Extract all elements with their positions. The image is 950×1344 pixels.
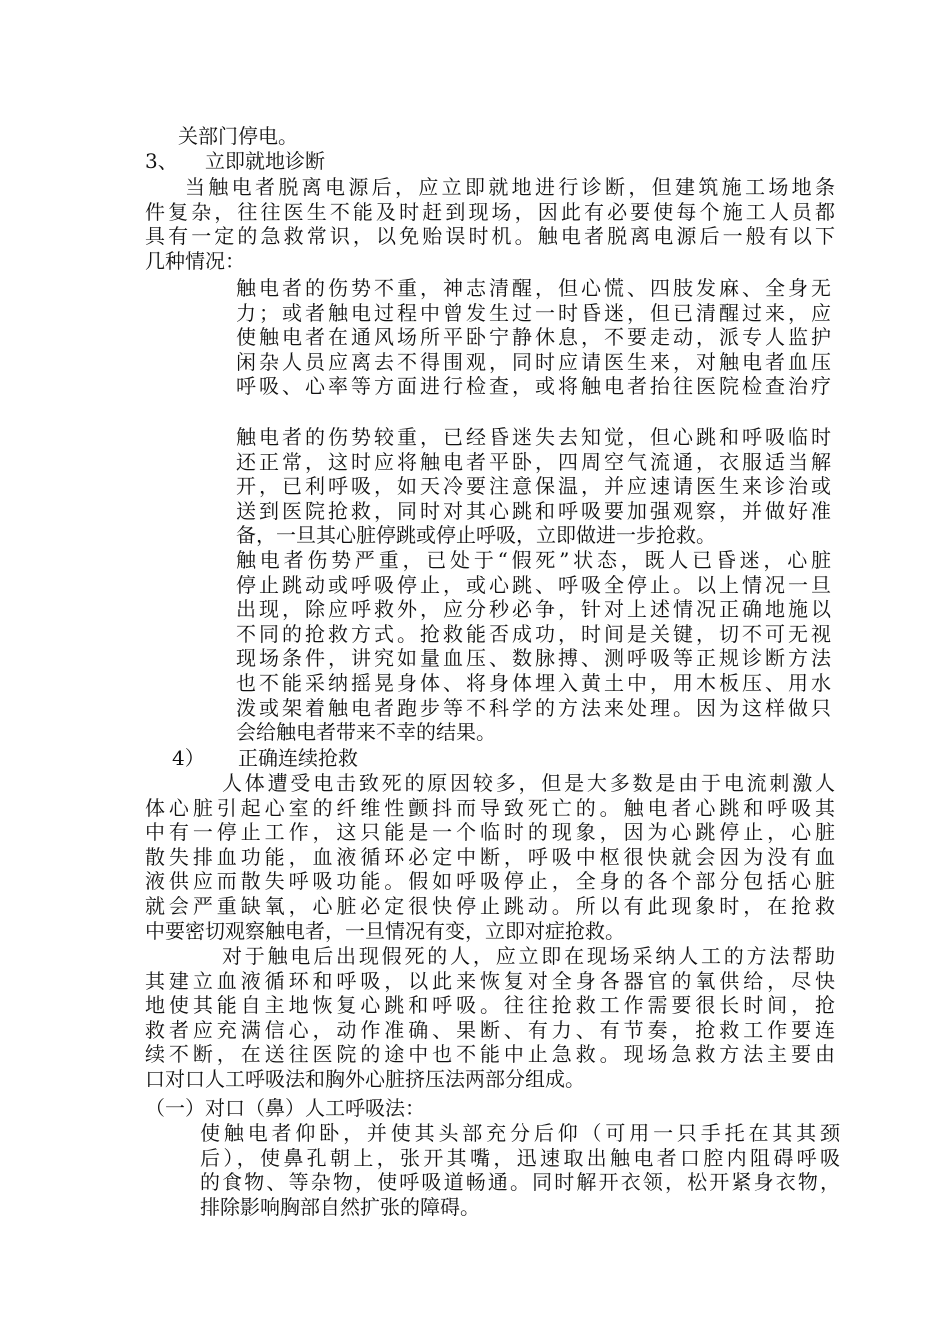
case3-line: 触电者伤势严重，已处于“假死”状态，既人已昏迷，心脏 xyxy=(236,548,831,572)
para2-line: 体心脏引起心室的纤维性颤抖而导致死亡的。触电者心跳和呼吸其 xyxy=(145,795,835,820)
case2-line: 备，一旦其心脏停跳或停止呼吸，立即做进一步抢救。 xyxy=(236,523,716,548)
paragraph-4 xyxy=(200,1121,840,1219)
case1-line: 呼吸、心率等方面进行检查，或将触电者抬往医院检查治疗 xyxy=(236,374,831,399)
para3-line: 其建立血液循环和呼吸，以此来恢复对全身各器官的氧供给，尽快 xyxy=(145,968,835,993)
para4-line: 使触电者仰卧，并使其头部充分后仰（可用一只手托在其其颈 xyxy=(200,1121,840,1145)
para2-line: 中有一停止工作，这只能是一个临时的现象，因为心跳停止，心脏 xyxy=(145,820,835,845)
para2-line: 散失排血功能，血液循环必定中断，呼吸中枢很快就会因为没有血 xyxy=(145,844,835,869)
paragraph-3 xyxy=(145,944,835,1092)
case2-line: 开，已利呼吸，如天冷要注意保温，并应速请医生来诊治或 xyxy=(236,474,831,499)
case1-line: 力；或者触电过程中曾发生过一时昏迷，但已清醒过来，应 xyxy=(236,300,831,325)
para3-line: 地使其能自主地恢复心跳和呼吸。往往抢救工作需要很长时间，抢 xyxy=(145,993,835,1018)
subsection-1-title: （一）对口（鼻）人工呼吸法： xyxy=(145,1096,425,1120)
case1-line: 闲杂人员应离去不得围观，同时应请医生来，对触电者血压 xyxy=(236,349,831,374)
case3-line: 也不能采纳摇晃身体、将身体埋入黄土中，用木板压、用水 xyxy=(236,670,831,695)
case1-line: 使触电者在通风场所平卧宁静休息，不要走动，派专人监护 xyxy=(236,325,831,350)
para2-line: 人体遭受电击致死的原因较多，但是大多数是由于电流刺激人 xyxy=(222,771,835,795)
para1-line: 具有一定的急救常识，以免贻误时机。触电者脱离电源后一般有以下 xyxy=(145,224,835,249)
paragraph-2 xyxy=(145,771,835,943)
case3-line: 现场条件，讲究如量血压、数脉搏、测呼吸等正规诊断方法 xyxy=(236,646,831,671)
para4-line: 排除影响胸部自然扩张的障碍。 xyxy=(200,1194,480,1219)
para3-line: 续不断，在送往医院的途中也不能中止急救。现场急救方法主要由 xyxy=(145,1042,835,1067)
para1-line: 件复杂，往往医生不能及时赶到现场，因此有必要使每个施工人员都 xyxy=(145,199,835,224)
section-4-number: 4） xyxy=(172,746,205,770)
case3-line: 出现，除应呼救外，应分秒必争，针对上述情况正确地施以 xyxy=(236,597,831,622)
para4-line: 的食物、等杂物，使呼吸道畅通。同时解开衣领，松开紧身衣物， xyxy=(200,1170,840,1195)
para2-line: 就会严重缺氧，心脏必定很快停止跳动。所以有此现象时，在抢救 xyxy=(145,893,835,918)
case-1 xyxy=(236,276,831,399)
section-3-title: 立即就地诊断 xyxy=(205,149,325,173)
case3-line: 泼或架着触电者跑步等不科学的方法来处理。因为这样做只 xyxy=(236,695,831,720)
case-3 xyxy=(236,548,831,745)
case-2 xyxy=(236,425,831,548)
intro-line: 关部门停电。 xyxy=(178,124,298,148)
para2-line: 中要密切观察触电者，一旦情况有变，立即对症抢救。 xyxy=(145,918,625,943)
section-3-number: 3、 xyxy=(145,149,178,173)
case1-line: 触电者的伤势不重，神志清醒，但心慌、四肢发麻、全身无 xyxy=(236,276,831,300)
case3-line: 会给触电者带来不幸的结果。 xyxy=(236,720,496,745)
section-4-title: 正确连续抢救 xyxy=(238,746,358,770)
para3-line: 救者应充满信心，动作准确、果断、有力、有节奏，抢救工作要连 xyxy=(145,1017,835,1042)
para3-line: 口对口人工呼吸法和胸外心脏挤压法两部分组成。 xyxy=(145,1066,585,1091)
case2-line: 还正常，这时应将触电者平卧，四周空气流通，衣服适当解 xyxy=(236,449,831,474)
para3-line: 对于触电后出现假死的人，应立即在现场采纳人工的方法帮助 xyxy=(222,944,835,968)
paragraph-1 xyxy=(145,175,835,273)
case3-line: 停止跳动或呼吸停止，或心跳、呼吸全停止。以上情况一旦 xyxy=(236,572,831,597)
case2-line: 送到医院抢救，同时对其心跳和呼吸要加强观察，并做好准 xyxy=(236,498,831,523)
case3-line: 不同的抢救方式。抢救能否成功，时间是关键，切不可无视 xyxy=(236,621,831,646)
para1-line: 几种情况： xyxy=(145,248,245,273)
para2-line: 液供应而散失呼吸功能。假如呼吸停止，全身的各个部分包括心脏 xyxy=(145,869,835,894)
case2-line: 触电者的伤势较重，已经昏迷失去知觉，但心跳和呼吸临时 xyxy=(236,425,831,449)
para4-line: 后），使鼻孔朝上，张开其嘴，迅速取出触电者口腔内阻碍呼吸 xyxy=(200,1145,840,1170)
para1-line: 当触电者脱离电源后，应立即就地进行诊断，但建筑施工场地条 xyxy=(185,175,835,199)
